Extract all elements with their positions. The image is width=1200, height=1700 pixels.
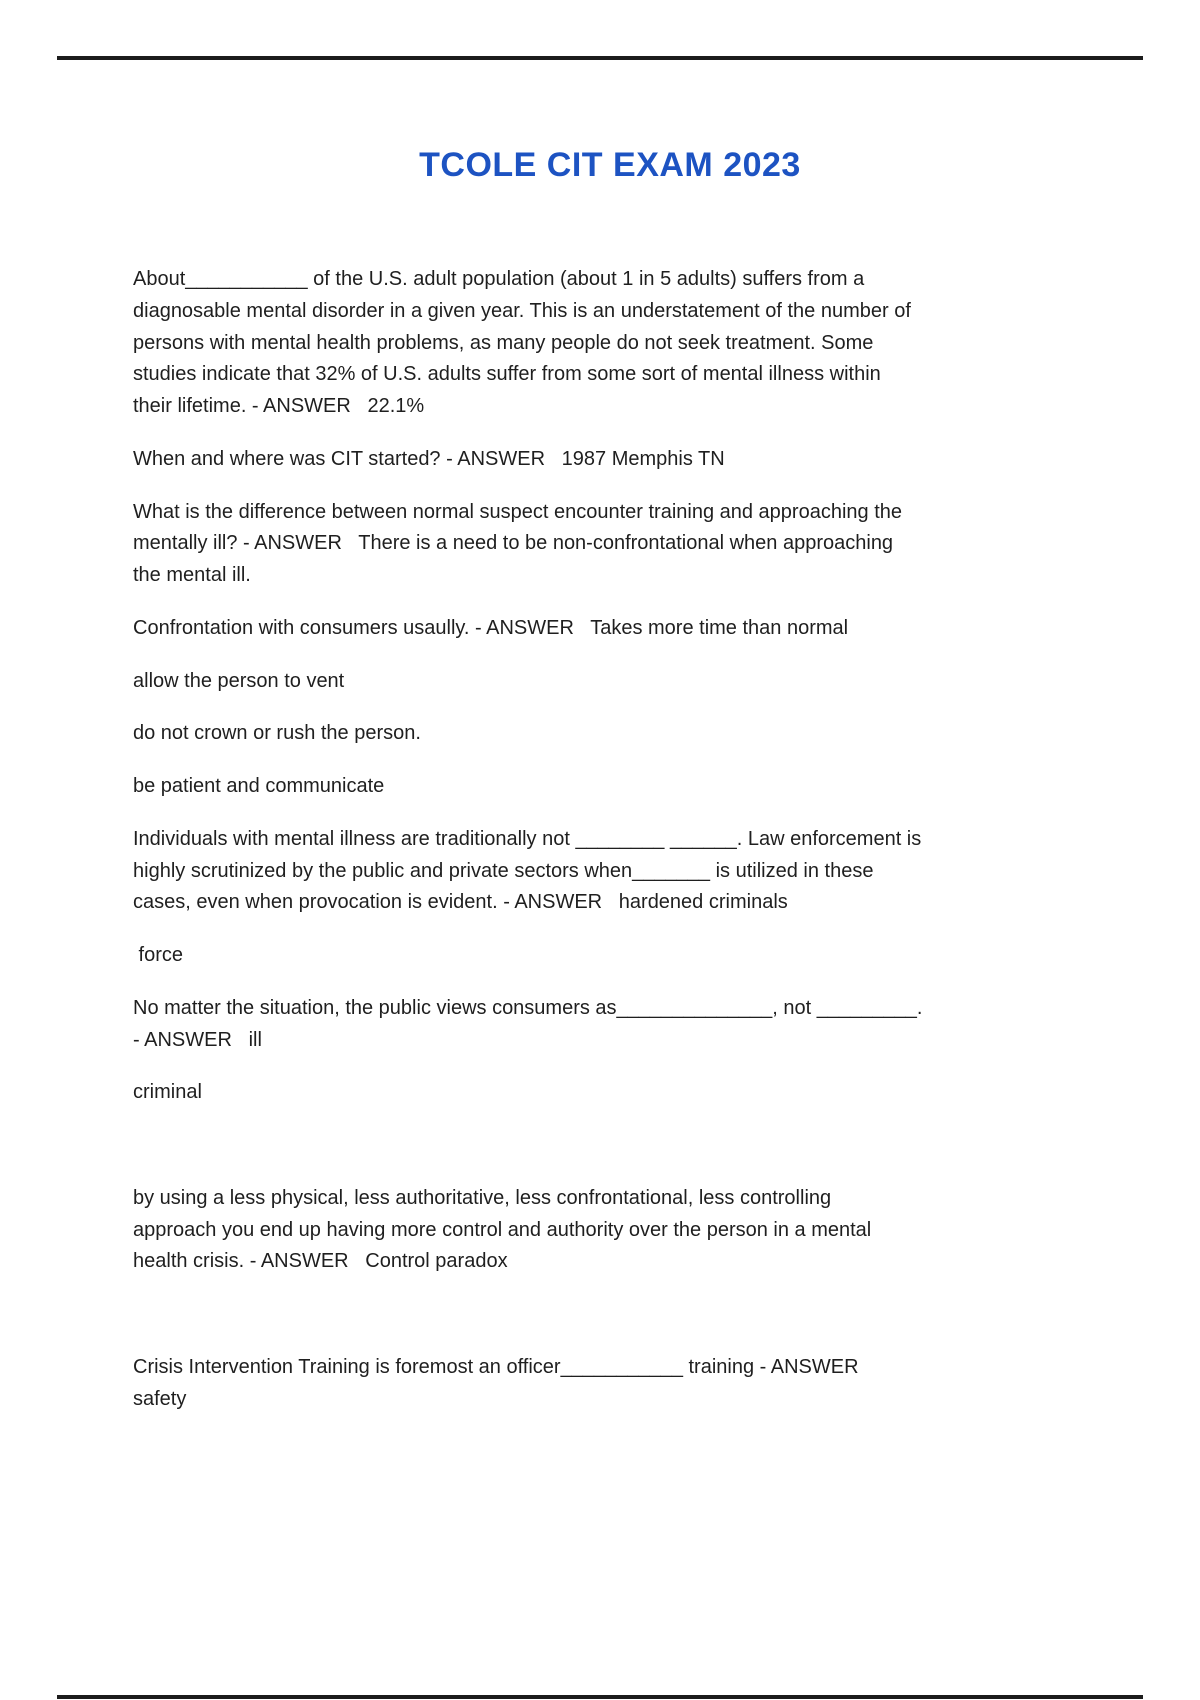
text-line: their lifetime. - ANSWER 22.1%	[133, 395, 425, 417]
text-line: highly scrutinized by the public and private sectors when_______ is utilized in these	[133, 859, 874, 882]
text-line: health crisis. - ANSWER Control paradox	[133, 1250, 508, 1273]
paragraph	[133, 666, 1033, 698]
paragraph	[133, 771, 1033, 803]
paragraph	[133, 940, 1033, 972]
paragraph	[133, 718, 1033, 750]
page-title: TCOLE CIT EXAM 2023	[419, 146, 801, 184]
paragraph	[133, 444, 1033, 476]
paragraph	[133, 824, 1033, 919]
paragraph	[133, 1352, 1033, 1416]
paragraph	[133, 1077, 1033, 1109]
blank-paragraph	[133, 1299, 1033, 1331]
paragraph	[133, 613, 1033, 645]
text-line: do not crown or rush the person.	[133, 722, 421, 745]
text-line: Crisis Intervention Training is foremost an officer___________ training - ANSWER	[133, 1355, 859, 1378]
text-line: When and where was CIT started? - ANSWER 1987 Memphis TN	[133, 447, 725, 470]
paragraph	[133, 264, 1033, 423]
text-line: studies indicate that 32% of U.S. adults suffer from some sort of mental illness within	[133, 363, 881, 386]
text-line: safety	[133, 1387, 187, 1410]
blank-paragraph	[133, 1130, 1033, 1162]
document-body	[133, 264, 1033, 1436]
top-rule	[57, 56, 1143, 60]
text-line: approach you end up having more control and authority over the person in a mental	[133, 1218, 872, 1241]
text-line: criminal	[133, 1081, 202, 1104]
text-line: persons with mental health problems, as many people do not seek treatment. Some	[133, 331, 874, 354]
text-line: No matter the situation, the public views consumers as______________, not _________.	[133, 996, 923, 1019]
text-line: What is the difference between normal suspect encounter training and approaching the	[133, 500, 903, 523]
text-line: Individuals with mental illness are traditionally not ________ ______. Law enforcement is	[133, 827, 922, 850]
text-line: be patient and communicate	[133, 775, 385, 797]
text-line	[133, 1299, 1033, 1331]
text-line: mentally ill? - ANSWER There is a need to be non-confrontational when approaching	[133, 532, 894, 555]
paragraph	[133, 993, 1033, 1057]
text-line	[133, 1130, 1033, 1162]
text-line: About___________ of the U.S. adult population (about 1 in 5 adults) suffers from a	[133, 268, 865, 290]
text-line: by using a less physical, less authoritative, less confrontational, less controlling	[133, 1186, 832, 1209]
text-line: cases, even when provocation is evident. - ANSWER hardened criminals	[133, 891, 788, 914]
text-line: allow the person to vent	[133, 669, 345, 692]
text-line: diagnosable mental disorder in a given year. This is an understatement of the number of	[133, 299, 911, 322]
text-line: - ANSWER ill	[133, 1028, 262, 1051]
text-line: Confrontation with consumers usaully. - ANSWER Takes more time than normal	[133, 616, 849, 639]
text-line: force	[133, 944, 184, 966]
paragraph	[133, 497, 1033, 592]
text-line: the mental ill.	[133, 564, 251, 586]
bottom-rule	[57, 1695, 1143, 1699]
paragraph	[133, 1183, 1033, 1278]
